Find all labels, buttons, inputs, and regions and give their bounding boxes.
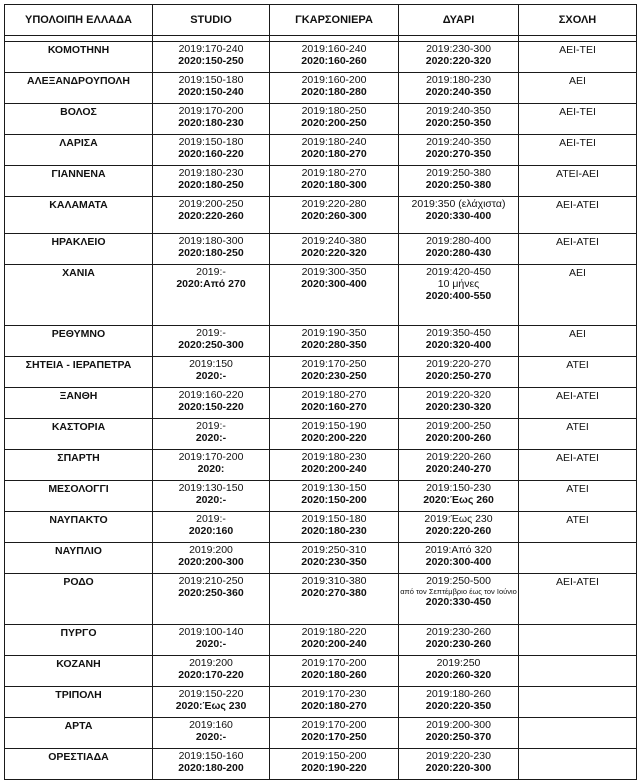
studio-price-line: 2020:160-220 bbox=[178, 148, 244, 160]
garsoniera-price-line: 2019:300-350 bbox=[301, 266, 367, 278]
table-row bbox=[5, 450, 637, 481]
school-cell: ΑΕΙ-ΑΤΕΙ bbox=[519, 574, 637, 625]
header-dyari: ΔΥΑΡΙ bbox=[399, 5, 519, 36]
dyari-price-line: 2019:240-350 bbox=[426, 136, 491, 148]
school-cell: ΑΤΕΙ bbox=[519, 481, 637, 512]
studio-price-line: 2020:Από 270 bbox=[176, 278, 246, 290]
table-row bbox=[5, 166, 637, 197]
dyari-price-line: 2020:260-320 bbox=[425, 669, 492, 681]
garsoniera-price-line: 2019:190-350 bbox=[301, 327, 367, 339]
city-cell: ΠΥΡΓΟ bbox=[5, 625, 153, 656]
studio-price-line: 2019:150-220 bbox=[178, 688, 244, 700]
city-cell: ΝΑΥΠΛΙΟ bbox=[5, 543, 153, 574]
studio-price-line: 2019:- bbox=[196, 266, 226, 278]
studio-price-line: 2019:- bbox=[196, 513, 226, 525]
garsoniera-price-line: 2020:150-200 bbox=[301, 494, 367, 506]
studio-price-cell bbox=[153, 543, 270, 574]
dyari-price-line: 2019:Από 320 bbox=[425, 544, 492, 556]
dyari-price-line: 2019:200-250 bbox=[426, 420, 491, 432]
table-row bbox=[5, 718, 637, 749]
table-body bbox=[5, 42, 637, 780]
dyari-price-line: 2020:250-350 bbox=[425, 117, 492, 129]
dyari-price-line: 2020:250-270 bbox=[425, 370, 492, 382]
studio-price-line: 2020:250-300 bbox=[178, 339, 244, 351]
city-cell: ΓΙΑΝΝΕΝΑ bbox=[5, 166, 153, 197]
dyari-price-line: 10 μήνες bbox=[437, 278, 480, 290]
school-cell: ΑΕΙ-ΤΕΙ bbox=[519, 135, 637, 166]
studio-price-cell bbox=[153, 42, 270, 73]
garsoniera-price-line: 2020:200-220 bbox=[301, 432, 367, 444]
studio-price-line: 2019:210-250 bbox=[178, 575, 244, 587]
garsoniera-price-cell bbox=[270, 481, 399, 512]
city-cell: ΞΑΝΘΗ bbox=[5, 388, 153, 419]
garsoniera-price-line: 2019:180-220 bbox=[301, 626, 367, 638]
studio-price-line: 2020:- bbox=[195, 638, 227, 650]
table-row bbox=[5, 749, 637, 780]
studio-price-line: 2019:200-250 bbox=[178, 198, 244, 210]
studio-price-cell bbox=[153, 749, 270, 780]
garsoniera-price-line: 2020:220-320 bbox=[301, 247, 367, 259]
studio-price-line: 2020:- bbox=[195, 432, 227, 444]
dyari-price-line: 2020:230-320 bbox=[425, 401, 492, 413]
table-row bbox=[5, 543, 637, 574]
header-row bbox=[5, 5, 637, 36]
dyari-price-line: 2019:420-450 bbox=[426, 266, 491, 278]
school-cell: ΑΕΙ-ΑΤΕΙ bbox=[519, 197, 637, 234]
dyari-price-line: 2020:Έως 260 bbox=[423, 494, 494, 506]
garsoniera-price-line: 2019:170-230 bbox=[301, 688, 367, 700]
studio-price-cell bbox=[153, 450, 270, 481]
garsoniera-price-cell bbox=[270, 42, 399, 73]
dyari-price-cell bbox=[399, 543, 519, 574]
garsoniera-price-line: 2020:180-230 bbox=[301, 525, 367, 537]
garsoniera-price-line: 2020:260-300 bbox=[301, 210, 367, 222]
dyari-price-cell bbox=[399, 388, 519, 419]
dyari-price-line: 2020:220-300 bbox=[425, 762, 492, 774]
studio-price-line: 2019:160-220 bbox=[178, 389, 244, 401]
garsoniera-price-line: 2019:180-270 bbox=[301, 389, 367, 401]
garsoniera-price-cell bbox=[270, 265, 399, 326]
dyari-price-cell bbox=[399, 419, 519, 450]
studio-price-cell bbox=[153, 265, 270, 326]
dyari-price-line: 2019:200-300 bbox=[426, 719, 491, 731]
rent-price-table bbox=[4, 4, 637, 780]
studio-price-line: 2019:180-230 bbox=[178, 167, 244, 179]
dyari-price-line: 2020:220-350 bbox=[425, 700, 492, 712]
dyari-price-line: 2019:250-380 bbox=[426, 167, 491, 179]
garsoniera-price-cell bbox=[270, 357, 399, 388]
studio-price-cell bbox=[153, 326, 270, 357]
dyari-price-line: 2019:Έως 230 bbox=[424, 513, 493, 525]
dyari-price-cell bbox=[399, 135, 519, 166]
studio-price-cell bbox=[153, 574, 270, 625]
garsoniera-price-line: 2019:130-150 bbox=[301, 482, 367, 494]
garsoniera-price-line: 2019:150-200 bbox=[301, 750, 367, 762]
garsoniera-price-line: 2019:180-250 bbox=[301, 105, 367, 117]
school-cell bbox=[519, 656, 637, 687]
table-row bbox=[5, 197, 637, 234]
dyari-price-line: 2020:330-400 bbox=[425, 210, 492, 222]
dyari-price-line: 2020:220-260 bbox=[425, 525, 492, 537]
dyari-price-line: 2020:200-260 bbox=[425, 432, 492, 444]
garsoniera-price-cell bbox=[270, 749, 399, 780]
studio-price-line: 2019:200 bbox=[189, 544, 233, 556]
garsoniera-price-cell bbox=[270, 197, 399, 234]
school-cell bbox=[519, 625, 637, 656]
school-cell bbox=[519, 749, 637, 780]
table-row bbox=[5, 574, 637, 625]
studio-price-line: 2020:180-230 bbox=[178, 117, 244, 129]
dyari-price-line: 2019:350-450 bbox=[426, 327, 491, 339]
garsoniera-price-line: 2020:180-300 bbox=[301, 179, 367, 191]
dyari-price-cell bbox=[399, 718, 519, 749]
dyari-price-cell bbox=[399, 357, 519, 388]
city-cell: ΒΟΛΟΣ bbox=[5, 104, 153, 135]
dyari-price-cell bbox=[399, 104, 519, 135]
school-cell: ΑΕΙ bbox=[519, 326, 637, 357]
dyari-price-line: 2020:400-550 bbox=[425, 290, 492, 302]
garsoniera-price-line: 2020:180-270 bbox=[301, 148, 367, 160]
studio-price-line: 2020:- bbox=[195, 494, 227, 506]
dyari-price-cell bbox=[399, 234, 519, 265]
garsoniera-price-line: 2020:270-380 bbox=[301, 587, 367, 599]
dyari-price-line: 2020:330-450 bbox=[425, 596, 492, 608]
studio-price-cell bbox=[153, 104, 270, 135]
school-cell bbox=[519, 687, 637, 718]
garsoniera-price-cell bbox=[270, 135, 399, 166]
school-cell: ΑΕΙ bbox=[519, 73, 637, 104]
dyari-price-line: 2020:250-380 bbox=[425, 179, 492, 191]
dyari-price-cell bbox=[399, 749, 519, 780]
garsoniera-price-cell bbox=[270, 718, 399, 749]
studio-price-cell bbox=[153, 625, 270, 656]
table-row bbox=[5, 73, 637, 104]
city-cell: ΚΟΖΑΝΗ bbox=[5, 656, 153, 687]
garsoniera-price-line: 2020:170-250 bbox=[301, 731, 367, 743]
school-cell: ΑΤΕΙ bbox=[519, 419, 637, 450]
garsoniera-price-line: 2020:160-260 bbox=[301, 55, 367, 67]
dyari-price-line: 2019:280-400 bbox=[426, 235, 491, 247]
school-cell: ΑΕΙ-ΤΕΙ bbox=[519, 42, 637, 73]
city-cell: ΚΑΣΤΟΡΙΑ bbox=[5, 419, 153, 450]
garsoniera-price-cell bbox=[270, 326, 399, 357]
studio-price-cell bbox=[153, 73, 270, 104]
studio-price-line: 2019:150-180 bbox=[178, 136, 244, 148]
garsoniera-price-line: 2020:160-270 bbox=[301, 401, 367, 413]
studio-price-line: 2019:150-180 bbox=[178, 74, 244, 86]
city-cell: ΟΡΕΣΤΙΑΔΑ bbox=[5, 749, 153, 780]
studio-price-cell bbox=[153, 481, 270, 512]
dyari-price-line: 2020:320-400 bbox=[425, 339, 492, 351]
garsoniera-price-line: 2020:230-250 bbox=[301, 370, 367, 382]
studio-price-line: 2020:- bbox=[195, 370, 227, 382]
city-cell: ΣΗΤΕΙΑ - ΙΕΡΑΠΕΤΡΑ bbox=[5, 357, 153, 388]
studio-price-line: 2019:170-240 bbox=[178, 43, 244, 55]
dyari-price-line: 2020:220-320 bbox=[425, 55, 492, 67]
studio-price-line: 2020:150-250 bbox=[178, 55, 244, 67]
garsoniera-price-line: 2020:180-270 bbox=[301, 700, 367, 712]
dyari-price-line: 2019:230-260 bbox=[426, 626, 491, 638]
studio-price-line: 2019:130-150 bbox=[178, 482, 244, 494]
garsoniera-price-line: 2019:220-280 bbox=[301, 198, 367, 210]
studio-price-line: 2020:170-220 bbox=[178, 669, 244, 681]
garsoniera-price-cell bbox=[270, 687, 399, 718]
garsoniera-price-cell bbox=[270, 166, 399, 197]
garsoniera-price-cell bbox=[270, 419, 399, 450]
garsoniera-price-line: 2019:170-200 bbox=[301, 657, 367, 669]
garsoniera-price-line: 2020:190-220 bbox=[301, 762, 367, 774]
studio-price-line: 2020:160 bbox=[188, 525, 234, 537]
dyari-price-cell bbox=[399, 197, 519, 234]
garsoniera-price-line: 2019:240-380 bbox=[301, 235, 367, 247]
dyari-price-line: 2019:180-230 bbox=[426, 74, 491, 86]
table-row bbox=[5, 625, 637, 656]
studio-price-cell bbox=[153, 419, 270, 450]
dyari-price-line: 2019:350 (ελάχιστα) bbox=[411, 198, 506, 210]
studio-price-line: 2019:180-300 bbox=[178, 235, 244, 247]
city-cell: ΚΑΛΑΜΑΤΑ bbox=[5, 197, 153, 234]
studio-price-line: 2020:220-260 bbox=[178, 210, 244, 222]
garsoniera-price-line: 2020:230-350 bbox=[301, 556, 367, 568]
city-cell: ΤΡΙΠΟΛΗ bbox=[5, 687, 153, 718]
studio-price-line: 2019:150 bbox=[189, 358, 233, 370]
dyari-price-line: 2019:180-260 bbox=[426, 688, 491, 700]
studio-price-cell bbox=[153, 135, 270, 166]
studio-price-cell bbox=[153, 234, 270, 265]
rent-price-table-sheet bbox=[4, 4, 637, 780]
dyari-price-line: 2019:250-500 bbox=[426, 575, 491, 587]
dyari-price-line: 2020:270-350 bbox=[425, 148, 492, 160]
studio-price-line: 2019:- bbox=[196, 327, 226, 339]
studio-price-line: 2020:180-250 bbox=[178, 179, 244, 191]
garsoniera-price-line: 2019:170-250 bbox=[301, 358, 367, 370]
city-cell: ΜΕΣΟΛΟΓΓΙ bbox=[5, 481, 153, 512]
garsoniera-price-line: 2019:250-310 bbox=[301, 544, 367, 556]
table-row bbox=[5, 419, 637, 450]
garsoniera-price-line: 2019:180-270 bbox=[301, 167, 367, 179]
table-row bbox=[5, 234, 637, 265]
dyari-price-cell bbox=[399, 687, 519, 718]
table-row bbox=[5, 687, 637, 718]
school-cell bbox=[519, 543, 637, 574]
studio-price-line: 2020:180-250 bbox=[178, 247, 244, 259]
city-cell: ΗΡΑΚΛΕΙΟ bbox=[5, 234, 153, 265]
studio-price-line: 2019:100-140 bbox=[178, 626, 244, 638]
studio-price-cell bbox=[153, 388, 270, 419]
studio-price-line: 2020:- bbox=[195, 731, 227, 743]
dyari-price-cell bbox=[399, 656, 519, 687]
garsoniera-price-cell bbox=[270, 625, 399, 656]
city-cell: ΧΑΝΙΑ bbox=[5, 265, 153, 326]
header-school: ΣΧΟΛΗ bbox=[519, 5, 637, 36]
city-cell: ΑΛΕΞΑΝΔΡΟΥΠΟΛΗ bbox=[5, 73, 153, 104]
garsoniera-price-cell bbox=[270, 512, 399, 543]
studio-price-line: 2020:180-200 bbox=[178, 762, 244, 774]
studio-price-line: 2019:200 bbox=[189, 657, 233, 669]
table-row bbox=[5, 656, 637, 687]
studio-price-line: 2020:250-360 bbox=[178, 587, 244, 599]
garsoniera-price-line: 2020:180-280 bbox=[301, 86, 367, 98]
dyari-price-cell bbox=[399, 450, 519, 481]
city-cell: ΡΕΘΥΜΝΟ bbox=[5, 326, 153, 357]
garsoniera-price-cell bbox=[270, 450, 399, 481]
studio-price-line: 2019:- bbox=[196, 420, 226, 432]
studio-price-cell bbox=[153, 656, 270, 687]
dyari-price-cell bbox=[399, 574, 519, 625]
header-region: ΥΠΟΛΟΙΠΗ ΕΛΛΑΔΑ bbox=[5, 5, 153, 36]
city-cell: ΡΟΔΟ bbox=[5, 574, 153, 625]
dyari-price-cell bbox=[399, 73, 519, 104]
studio-price-line: 2019:170-200 bbox=[178, 105, 244, 117]
studio-price-line: 2020:150-220 bbox=[178, 401, 244, 413]
garsoniera-price-cell bbox=[270, 543, 399, 574]
garsoniera-price-line: 2019:150-190 bbox=[301, 420, 367, 432]
dyari-price-line: 2019:150-230 bbox=[426, 482, 491, 494]
studio-price-line: 2019:170-200 bbox=[178, 451, 244, 463]
garsoniera-price-line: 2019:310-380 bbox=[301, 575, 367, 587]
garsoniera-price-cell bbox=[270, 656, 399, 687]
school-cell bbox=[519, 718, 637, 749]
dyari-price-cell bbox=[399, 625, 519, 656]
studio-price-line: 2019:150-160 bbox=[178, 750, 244, 762]
table-row bbox=[5, 512, 637, 543]
studio-price-line: 2020:Έως 230 bbox=[175, 700, 247, 712]
city-cell: ΝΑΥΠΑΚΤΟ bbox=[5, 512, 153, 543]
garsoniera-price-line: 2020:180-260 bbox=[301, 669, 367, 681]
dyari-price-line: 2019:220-320 bbox=[426, 389, 491, 401]
city-cell: ΚΟΜΟΤΗΝΗ bbox=[5, 42, 153, 73]
dyari-price-line: 2019:220-230 bbox=[426, 750, 491, 762]
table-row bbox=[5, 481, 637, 512]
city-cell: ΛΑΡΙΣΑ bbox=[5, 135, 153, 166]
dyari-price-line: 2020:230-260 bbox=[425, 638, 492, 650]
table-row bbox=[5, 388, 637, 419]
school-cell: ΑΤΕΙ bbox=[519, 357, 637, 388]
table-row bbox=[5, 326, 637, 357]
dyari-price-line: 2020:240-270 bbox=[425, 463, 492, 475]
garsoniera-price-line: 2019:180-240 bbox=[301, 136, 367, 148]
city-cell: ΣΠΑΡΤΗ bbox=[5, 450, 153, 481]
school-cell: ΑΤΕΙ-ΑΕΙ bbox=[519, 166, 637, 197]
dyari-price-line: 2020:300-400 bbox=[425, 556, 492, 568]
garsoniera-price-line: 2019:160-200 bbox=[301, 74, 367, 86]
dyari-price-cell bbox=[399, 166, 519, 197]
table-row bbox=[5, 357, 637, 388]
studio-price-line: 2020:150-240 bbox=[178, 86, 244, 98]
studio-price-line: 2020:200-300 bbox=[178, 556, 244, 568]
table-row bbox=[5, 42, 637, 73]
dyari-price-line: 2019:240-350 bbox=[426, 105, 491, 117]
dyari-price-line: 2019:230-300 bbox=[426, 43, 491, 55]
table-row bbox=[5, 135, 637, 166]
studio-price-cell bbox=[153, 197, 270, 234]
garsoniera-price-line: 2019:170-200 bbox=[301, 719, 367, 731]
garsoniera-price-cell bbox=[270, 234, 399, 265]
school-cell: ΑΕΙ-ΤΕΙ bbox=[519, 104, 637, 135]
table-row bbox=[5, 104, 637, 135]
garsoniera-price-cell bbox=[270, 574, 399, 625]
garsoniera-price-line: 2019:150-180 bbox=[301, 513, 367, 525]
dyari-price-line: 2019:220-270 bbox=[426, 358, 491, 370]
studio-price-line: 2020: bbox=[197, 463, 225, 475]
garsoniera-price-line: 2020:300-400 bbox=[301, 278, 367, 290]
studio-price-cell bbox=[153, 718, 270, 749]
school-cell: ΑΕΙ-ΑΤΕΙ bbox=[519, 234, 637, 265]
studio-price-line: 2019:160 bbox=[189, 719, 233, 731]
school-cell: ΑΤΕΙ bbox=[519, 512, 637, 543]
dyari-price-cell bbox=[399, 42, 519, 73]
school-cell: ΑΕΙ-ΑΤΕΙ bbox=[519, 388, 637, 419]
header-garsoniera: ΓΚΑΡΣΟΝΙΕΡΑ bbox=[270, 5, 399, 36]
table-row bbox=[5, 265, 637, 326]
dyari-price-line: 2020:240-350 bbox=[425, 86, 492, 98]
studio-price-cell bbox=[153, 166, 270, 197]
dyari-price-line: 2019:220-260 bbox=[426, 451, 491, 463]
garsoniera-price-cell bbox=[270, 104, 399, 135]
studio-price-cell bbox=[153, 687, 270, 718]
garsoniera-price-line: 2020:200-240 bbox=[301, 638, 367, 650]
studio-price-cell bbox=[153, 357, 270, 388]
garsoniera-price-cell bbox=[270, 73, 399, 104]
dyari-price-cell bbox=[399, 481, 519, 512]
school-cell: ΑΕΙ bbox=[519, 265, 637, 326]
city-cell: ΑΡΤΑ bbox=[5, 718, 153, 749]
header-studio: STUDIO bbox=[153, 5, 270, 36]
dyari-price-line: 2020:280-430 bbox=[425, 247, 492, 259]
dyari-price-cell bbox=[399, 326, 519, 357]
garsoniera-price-line: 2019:180-230 bbox=[301, 451, 367, 463]
dyari-price-line: 2020:250-370 bbox=[425, 731, 492, 743]
garsoniera-price-line: 2020:280-350 bbox=[301, 339, 367, 351]
studio-price-cell bbox=[153, 512, 270, 543]
garsoniera-price-line: 2019:160-240 bbox=[301, 43, 367, 55]
dyari-price-cell bbox=[399, 512, 519, 543]
dyari-price-line: από τον Σεπτέμβριο έως τον Ιούνιο bbox=[400, 587, 517, 596]
dyari-price-line: 2019:250 bbox=[436, 657, 481, 669]
garsoniera-price-line: 2020:200-250 bbox=[301, 117, 367, 129]
dyari-price-cell bbox=[399, 265, 519, 326]
school-cell: ΑΕΙ-ΑΤΕΙ bbox=[519, 450, 637, 481]
garsoniera-price-cell bbox=[270, 388, 399, 419]
garsoniera-price-line: 2020:200-240 bbox=[301, 463, 367, 475]
